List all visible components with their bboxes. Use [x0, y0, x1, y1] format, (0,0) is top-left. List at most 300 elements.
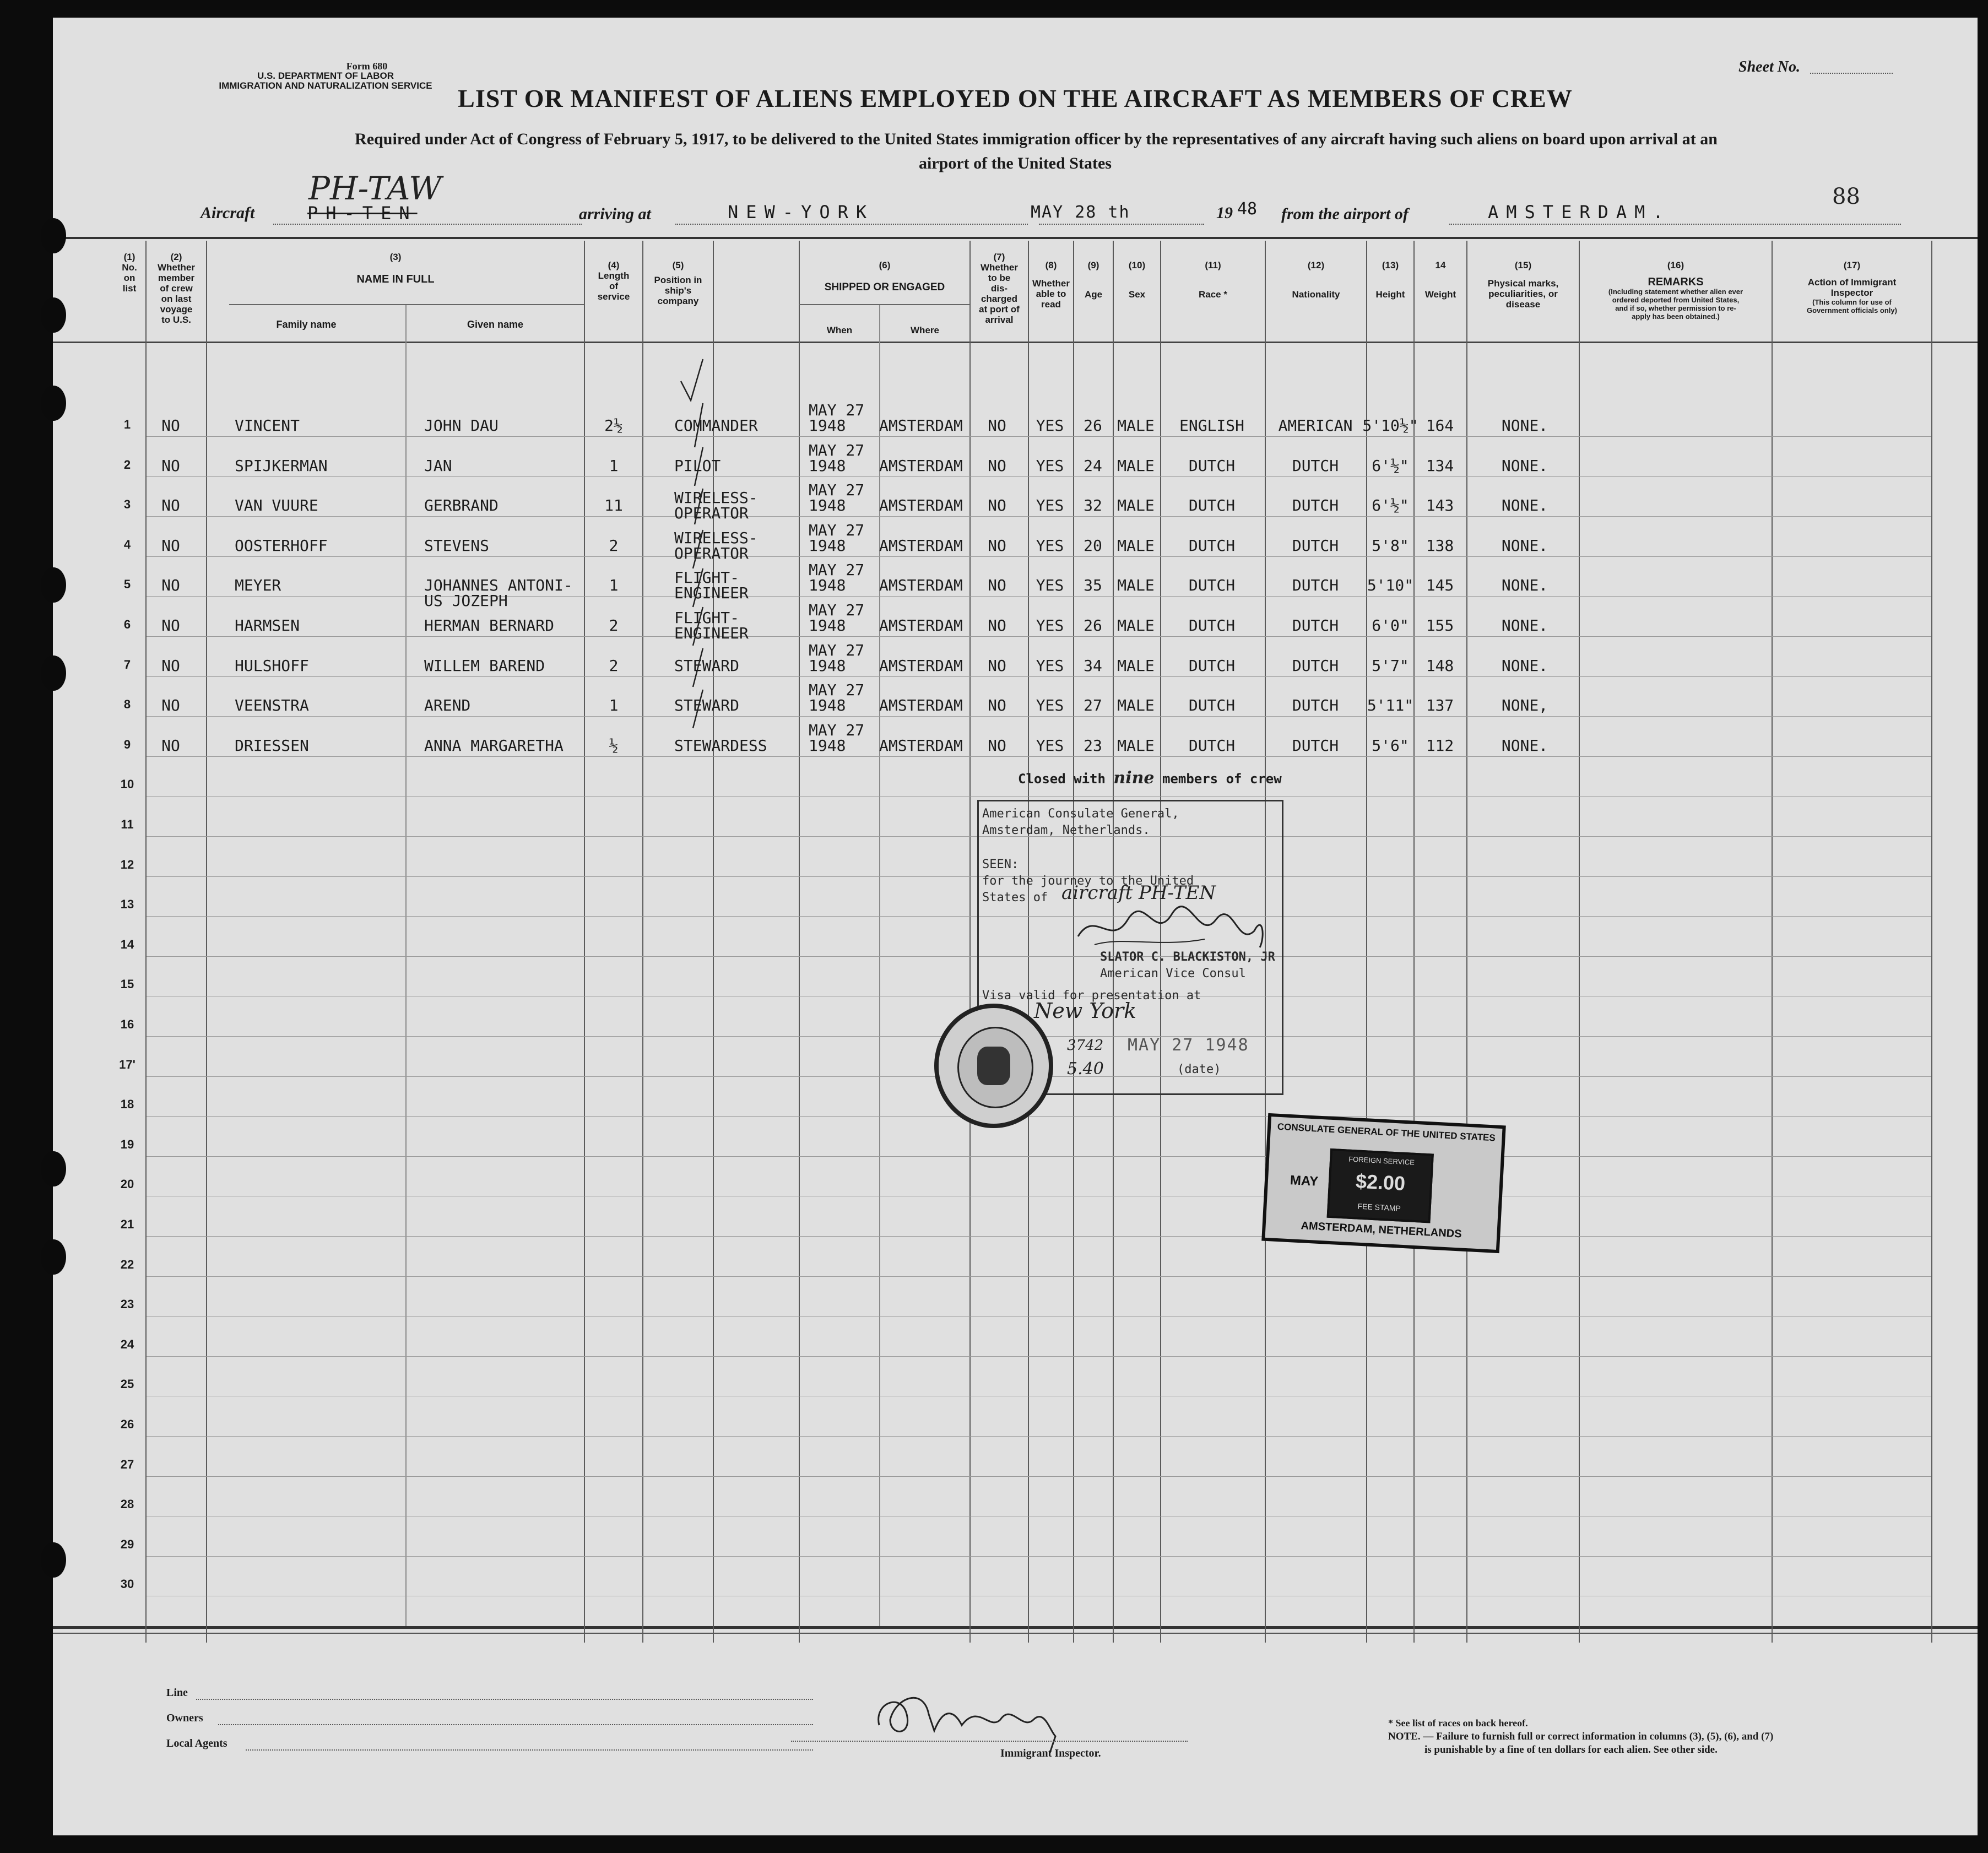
- row-number: 12: [120, 857, 134, 871]
- crew-when1: MAY 27: [809, 441, 865, 459]
- crew-given: JAN: [424, 456, 452, 475]
- consulate-aircraft-hand: aircraft PH-TEN: [1061, 882, 1216, 904]
- crew-given: JOHN DAU: [424, 416, 499, 435]
- crew-given: ANNA MARGARETHA: [424, 736, 564, 755]
- crew-disch: NO: [988, 496, 1006, 515]
- year-prefix: 19: [1216, 204, 1233, 222]
- crew-where: AMSTERDAM: [879, 536, 963, 555]
- binder-hole: [41, 655, 66, 691]
- crew-read: YES: [1036, 456, 1064, 475]
- subtitle-line-2: airport of the United States: [919, 154, 1112, 172]
- crew-height: 5'11": [1367, 696, 1414, 715]
- crew-given2: US JOZEPH: [424, 592, 508, 610]
- col12-header: (12) Nationality: [1292, 260, 1340, 300]
- crew-weight: 134: [1426, 456, 1454, 475]
- col-rule-name-split: [405, 304, 407, 1626]
- crew-when2: 1948: [809, 696, 846, 715]
- row-rule: [147, 1276, 1931, 1277]
- crew-when2: 1948: [809, 616, 846, 635]
- crew-read: YES: [1036, 536, 1064, 555]
- penalty-note-2: is punishable by a fine of ten dollars for each alien. See other side.: [1424, 1744, 1718, 1756]
- col5-header: (5) Position in ship's company: [654, 260, 702, 306]
- crew-disch: NO: [988, 696, 1006, 715]
- crew-age: 23: [1084, 736, 1102, 755]
- col3-family-name: Family name: [276, 319, 337, 330]
- from-airport-blank: [1449, 223, 1901, 225]
- arriving-blank: [675, 223, 1028, 225]
- table-top-rule: [53, 237, 1978, 239]
- col-rule: [1579, 241, 1580, 1643]
- service-label: IMMIGRATION AND NATURALIZATION SERVICE: [219, 80, 432, 91]
- crew-age: 34: [1084, 656, 1102, 675]
- crew-race: DUTCH: [1188, 656, 1236, 675]
- owners-label: Owners: [166, 1712, 203, 1724]
- arriving-value: NEW-YORK: [728, 202, 875, 223]
- crew-family: OOSTERHOFF: [235, 536, 328, 555]
- closing-line: Closed with nine members of crew: [1018, 768, 1282, 788]
- crew-read: YES: [1036, 696, 1064, 715]
- date-blank: [1039, 223, 1204, 225]
- row-number: 28: [120, 1497, 134, 1511]
- crew-pos1: FLIGHT-: [674, 568, 740, 587]
- crew-when2: 1948: [809, 576, 846, 595]
- binder-hole: [41, 567, 66, 603]
- row-number: 10: [120, 777, 134, 792]
- crew-read: YES: [1036, 656, 1064, 675]
- local-agents-label: Local Agents: [166, 1737, 227, 1749]
- consulate-fee-stamp: CONSULATE GENERAL OF THE UNITED STATES MAY FOREIGN SERVICE $2.00 FEE STAMP AMSTERDAM, NETHERLANDS: [1261, 1113, 1506, 1253]
- crew-when1: MAY 27: [809, 401, 865, 419]
- crew-service: 1: [609, 456, 619, 475]
- crew-weight: 164: [1426, 416, 1454, 435]
- crew-marks: NONE.: [1501, 656, 1548, 675]
- crew-marks: NONE.: [1501, 456, 1548, 475]
- crew-height: 5'8": [1372, 536, 1409, 555]
- crew-prior: NO: [161, 456, 180, 475]
- row-number: 7: [123, 657, 131, 671]
- crew-nat: DUTCH: [1292, 736, 1339, 755]
- crew-where: AMSTERDAM: [879, 576, 963, 595]
- crew-pos1: WIRELESS-: [674, 489, 758, 507]
- crew-weight: 145: [1426, 576, 1454, 595]
- crew-when1: MAY 27: [809, 641, 865, 659]
- col17-header: (17) Action of Immigrant Inspector (This column for use of Government officials only): [1807, 260, 1897, 315]
- crew-marks: NONE.: [1501, 576, 1548, 595]
- crew-when2: 1948: [809, 736, 846, 755]
- col9-header: (9) Age: [1084, 260, 1103, 300]
- row-number: 6: [123, 617, 131, 631]
- row-number: 29: [120, 1537, 134, 1551]
- page-title: LIST OR MANIFEST OF ALIENS EMPLOYED ON THE AIRCRAFT AS MEMBERS OF CREW: [458, 84, 1573, 112]
- crew-family: DRIESSEN: [235, 736, 309, 755]
- crew-disch: NO: [988, 576, 1006, 595]
- crew-height: 5'10½": [1362, 416, 1418, 435]
- arrival-date: MAY 28 th: [1031, 203, 1130, 222]
- department-label: U.S. DEPARTMENT OF LABOR: [257, 71, 394, 81]
- crew-given: AREND: [424, 696, 471, 715]
- crew-marks: NONE.: [1501, 416, 1548, 435]
- crew-sex: MALE: [1117, 456, 1155, 475]
- crew-given: JOHANNES ANTONI-: [424, 576, 573, 595]
- row-number: 22: [120, 1257, 134, 1271]
- row-number: 11: [121, 817, 134, 831]
- crew-age: 26: [1084, 416, 1102, 435]
- crew-service: 2½: [604, 416, 623, 435]
- crew-pos1: STEWARD: [674, 656, 740, 675]
- crew-race: DUTCH: [1188, 496, 1236, 515]
- crew-age: 32: [1084, 496, 1102, 515]
- from-airport-label: from the airport of: [1281, 205, 1409, 223]
- arriving-label: arriving at: [579, 205, 651, 223]
- row-number: 3: [123, 497, 131, 512]
- crew-height: 6'0": [1372, 616, 1409, 635]
- row-rule: [147, 436, 1931, 437]
- crew-age: 24: [1084, 456, 1102, 475]
- col8-header: (8) Whether able to read: [1032, 260, 1070, 310]
- row-number: 25: [120, 1377, 134, 1391]
- crew-nat: DUTCH: [1292, 616, 1339, 635]
- row-number: 9: [123, 737, 131, 751]
- col-rule: [1772, 241, 1773, 1643]
- consulate-visa-stamp: American Consulate General, Amsterdam, Netherlands. SEEN: for the journey to the United States of aircraft PH-TEN SLATOR C. BLACKISTON, JR American Vice Consul Visa valid for presentation at New York MAY 27 1948 (date) 3742 5.40: [977, 800, 1283, 1095]
- binder-hole: [41, 1239, 66, 1275]
- row-number: 26: [120, 1417, 134, 1431]
- crew-sex: MALE: [1117, 576, 1155, 595]
- crew-weight: 148: [1426, 656, 1454, 675]
- col15-header: (15) Physical marks, peculiarities, or disease: [1487, 260, 1559, 310]
- crew-nat: AMERICAN: [1278, 416, 1353, 435]
- crew-race: DUTCH: [1188, 616, 1236, 635]
- crew-sex: MALE: [1117, 736, 1155, 755]
- col-rule: [584, 241, 585, 1643]
- form-number: Form 680: [346, 61, 388, 72]
- row-number: 18: [120, 1097, 134, 1112]
- row-number: 21: [120, 1217, 134, 1231]
- col-rule: [1366, 241, 1367, 1643]
- crew-when2: 1948: [809, 656, 846, 675]
- col6-when: When: [826, 325, 853, 335]
- crew-service: 2: [609, 616, 619, 635]
- crew-family: VEENSTRA: [235, 696, 309, 715]
- aircraft-typed: PH-TEN: [307, 203, 418, 224]
- crew-pos1: PILOT: [674, 456, 721, 475]
- crew-marks: NONE.: [1501, 536, 1548, 555]
- crew-sex: MALE: [1117, 696, 1155, 715]
- row-number: 13: [120, 897, 134, 912]
- row-rule: [147, 636, 1931, 637]
- crew-where: AMSTERDAM: [879, 456, 963, 475]
- crew-weight: 143: [1426, 496, 1454, 515]
- row-rule: [147, 716, 1931, 717]
- inspector-blank: [791, 1740, 1188, 1742]
- binder-hole: [41, 386, 66, 421]
- crew-disch: NO: [988, 656, 1006, 675]
- row-rule: [147, 796, 1931, 797]
- row-rule: [147, 556, 1931, 557]
- crew-weight: 155: [1426, 616, 1454, 635]
- manifest-page: [53, 18, 1978, 1835]
- crew-nat: DUTCH: [1292, 576, 1339, 595]
- crew-when2: 1948: [809, 456, 846, 475]
- crew-nat: DUTCH: [1292, 656, 1339, 675]
- crew-when1: MAY 27: [809, 681, 865, 700]
- row-number: 8: [123, 697, 131, 712]
- crew-sex: MALE: [1117, 416, 1155, 435]
- crew-where: AMSTERDAM: [879, 696, 963, 715]
- crew-age: 26: [1084, 616, 1102, 635]
- col6-where: Where: [911, 325, 939, 335]
- row-rule: [147, 1436, 1931, 1437]
- col3-given-name: Given name: [467, 319, 524, 330]
- col-rule: [969, 241, 971, 1643]
- table-bottom-rule-2: [53, 1633, 1978, 1634]
- crew-service: ½: [609, 736, 619, 755]
- sheet-number-label: Sheet No.: [1738, 58, 1800, 75]
- col11-header: (11) Race *: [1199, 260, 1227, 300]
- col6-title: SHIPPED OR ENGAGED: [824, 281, 945, 293]
- crew-weight: 137: [1426, 696, 1454, 715]
- crew-service: 2: [609, 536, 619, 555]
- row-number: 14: [120, 937, 134, 951]
- crew-prior: NO: [161, 416, 180, 435]
- crew-prior: NO: [161, 536, 180, 555]
- crew-height: 5'6": [1372, 736, 1409, 755]
- crew-when2: 1948: [809, 416, 846, 435]
- row-number: 17': [119, 1057, 136, 1071]
- crew-read: YES: [1036, 496, 1064, 515]
- aircraft-label: Aircraft: [201, 204, 255, 222]
- crew-pos2: ENGINEER: [674, 624, 749, 642]
- crew-read: YES: [1036, 416, 1064, 435]
- row-rule: [147, 676, 1931, 677]
- check-marks: [642, 348, 714, 767]
- col16-header: (16) REMARKS (Including statement whether alien ever ordered deported from United States, and if so, whether permission to re- apply has been obtained.): [1608, 260, 1743, 321]
- col-rule: [1466, 241, 1467, 1643]
- subtitle-line-1: Required under Act of Congress of February 5, 1917, to be delivered to the United States immigration officer by the representatives of any aircraft having such aliens on board upon arrival at an: [355, 130, 1718, 148]
- crew-pos2: OPERATOR: [674, 504, 749, 523]
- crew-age: 20: [1084, 536, 1102, 555]
- crew-where: AMSTERDAM: [879, 416, 963, 435]
- col-rule: [145, 241, 147, 1643]
- crew-family: VINCENT: [235, 416, 300, 435]
- name-subheader-rule: [229, 304, 584, 305]
- row-rule: [147, 596, 1931, 597]
- crew-service: 11: [604, 496, 623, 515]
- sheet-number-blank: [1810, 72, 1893, 74]
- crew-pos1: COMMANDER: [674, 416, 758, 435]
- crew-read: YES: [1036, 576, 1064, 595]
- crew-prior: NO: [161, 696, 180, 715]
- crew-family: MEYER: [235, 576, 281, 595]
- from-airport-value: AMSTERDAM.: [1488, 202, 1671, 223]
- table-bottom-rule: [53, 1626, 1978, 1629]
- crew-weight: 112: [1426, 736, 1454, 755]
- crew-sex: MALE: [1117, 616, 1155, 635]
- crew-race: DUTCH: [1188, 576, 1236, 595]
- row-number: 20: [120, 1177, 134, 1191]
- row-number: 5: [123, 577, 131, 592]
- crew-race: DUTCH: [1188, 736, 1236, 755]
- crew-family: HULSHOFF: [235, 656, 309, 675]
- row-number: 15: [120, 977, 134, 991]
- row-number: 1: [123, 418, 131, 431]
- row-number: 16: [120, 1017, 134, 1031]
- crew-family: SPIJKERMAN: [235, 456, 328, 475]
- crew-nat: DUTCH: [1292, 496, 1339, 515]
- crew-race: DUTCH: [1188, 456, 1236, 475]
- crew-marks: NONE.: [1501, 616, 1548, 635]
- crew-pos1: STEWARD: [674, 696, 740, 715]
- crew-pos2: OPERATOR: [674, 544, 749, 562]
- crew-when1: MAY 27: [809, 601, 865, 619]
- line-blank: [196, 1698, 813, 1700]
- local-agents-blank: [246, 1748, 813, 1751]
- crew-where: AMSTERDAM: [879, 616, 963, 635]
- crew-disch: NO: [988, 536, 1006, 555]
- col7-header: (7) Whether to be dis- charged at port of arrival: [979, 252, 1020, 325]
- crew-nat: DUTCH: [1292, 536, 1339, 555]
- aircraft-handwritten: PH-TAW: [308, 170, 442, 207]
- crew-given: STEVENS: [424, 536, 490, 555]
- crew-service: 1: [609, 696, 619, 715]
- crew-pos1: FLIGHT-: [674, 609, 740, 627]
- crew-nat: DUTCH: [1292, 696, 1339, 715]
- crew-prior: NO: [161, 576, 180, 595]
- crew-sex: MALE: [1117, 656, 1155, 675]
- page-number: 88: [1832, 184, 1860, 209]
- col-rule: [799, 241, 800, 1643]
- col3-title: NAME IN FULL: [356, 273, 435, 285]
- binder-hole: [41, 1151, 66, 1186]
- year-suffix: 48: [1237, 199, 1258, 219]
- races-note: * See list of races on back hereof.: [1388, 1717, 1528, 1729]
- row-rule: [147, 476, 1931, 477]
- crew-pos1: WIRELESS-: [674, 528, 758, 547]
- crew-read: YES: [1036, 616, 1064, 635]
- row-rule: [147, 1116, 1931, 1117]
- crew-disch: NO: [988, 416, 1006, 435]
- row-number: 30: [120, 1577, 134, 1591]
- crew-height: 6'½": [1372, 496, 1409, 515]
- crew-nat: DUTCH: [1292, 456, 1339, 475]
- fee-number-a: 3742: [1067, 1037, 1104, 1054]
- col1-header: (1) No. on list: [122, 252, 137, 294]
- crew-when1: MAY 27: [809, 720, 865, 739]
- row-rule: [147, 1236, 1931, 1237]
- crew-service: 2: [609, 656, 619, 675]
- crew-race: ENGLISH: [1179, 416, 1244, 435]
- crew-age: 27: [1084, 696, 1102, 715]
- binder-hole: [41, 1542, 66, 1578]
- col6-number: (6): [879, 260, 891, 270]
- row-number: 19: [120, 1137, 134, 1151]
- crew-prior: NO: [161, 616, 180, 635]
- col13-header: (13) Height: [1375, 260, 1405, 300]
- inspector-signature: [868, 1681, 1099, 1753]
- immigrant-inspector-label: Immigrant Inspector.: [1000, 1747, 1101, 1759]
- crew-marks: NONE.: [1501, 736, 1548, 755]
- col10-header: (10) Sex: [1128, 260, 1146, 300]
- crew-height: 5'10": [1367, 576, 1414, 595]
- col-rule: [206, 241, 207, 1643]
- crew-disch: NO: [988, 456, 1006, 475]
- crew-when2: 1948: [809, 496, 846, 515]
- crew-race: DUTCH: [1188, 536, 1236, 555]
- row-rule: [147, 1476, 1931, 1477]
- crew-disch: NO: [988, 736, 1006, 755]
- crew-given: GERBRAND: [424, 496, 499, 515]
- crew-given: WILLEM BAREND: [424, 656, 545, 675]
- crew-age: 35: [1084, 576, 1102, 595]
- crew-read: YES: [1036, 736, 1064, 755]
- crew-where: AMSTERDAM: [879, 736, 963, 755]
- crew-when1: MAY 27: [809, 481, 865, 500]
- row-rule: [147, 1556, 1931, 1557]
- row-number: 24: [120, 1337, 134, 1351]
- visa-place: New York: [1034, 999, 1137, 1023]
- row-number: 27: [120, 1457, 134, 1471]
- crew-height: 5'7": [1372, 656, 1409, 675]
- crew-family: HARMSEN: [235, 616, 300, 635]
- binder-hole: [41, 297, 66, 333]
- crew-sex: MALE: [1117, 536, 1155, 555]
- shipped-subheader-rule: [799, 304, 970, 305]
- consulate-date-stamp: MAY 27 1948: [1128, 1036, 1249, 1055]
- crew-family: VAN VUURE: [235, 496, 318, 515]
- line-label: Line: [166, 1687, 188, 1699]
- crew-service: 1: [609, 576, 619, 595]
- crew-disch: NO: [988, 616, 1006, 635]
- crew-weight: 138: [1426, 536, 1454, 555]
- crew-height: 6'½": [1372, 456, 1409, 475]
- crew-sex: MALE: [1117, 496, 1155, 515]
- row-number: 23: [120, 1297, 134, 1312]
- col4-header: (4) Length of service: [597, 260, 630, 302]
- crew-when2: 1948: [809, 536, 846, 555]
- crew-when1: MAY 27: [809, 561, 865, 579]
- row-number: 4: [123, 537, 131, 551]
- fee-number-b: 5.40: [1067, 1059, 1104, 1079]
- crew-pos1: STEWARDESS: [674, 736, 767, 755]
- row-rule: [147, 756, 1931, 757]
- crew-where: AMSTERDAM: [879, 656, 963, 675]
- crew-given: HERMAN BERNARD: [424, 616, 555, 635]
- row-number: 2: [123, 457, 131, 472]
- crew-prior: NO: [161, 736, 180, 755]
- crew-where: AMSTERDAM: [879, 496, 963, 515]
- col-rule: [1931, 241, 1932, 1643]
- crew-marks: NONE.: [1501, 496, 1548, 515]
- crew-when1: MAY 27: [809, 521, 865, 539]
- row-rule: [147, 1356, 1931, 1357]
- crew-marks: NONE,: [1501, 696, 1548, 715]
- round-seal: [934, 1004, 1053, 1128]
- crew-pos2: ENGINEER: [674, 584, 749, 603]
- owners-blank: [218, 1723, 813, 1725]
- crew-race: DUTCH: [1188, 696, 1236, 715]
- col2-header: (2) Whether member of crew on last voyage to U.S.: [158, 252, 195, 325]
- crew-prior: NO: [161, 656, 180, 675]
- col-rule: [1413, 241, 1415, 1643]
- crew-prior: NO: [161, 496, 180, 515]
- penalty-note-1: NOTE. — Failure to furnish full or correct information in columns (3), (5), (6), and (7): [1388, 1731, 1774, 1742]
- header-bottom-rule: [53, 342, 1978, 343]
- col14-header: 14 Weight: [1424, 260, 1456, 300]
- binder-hole: [41, 218, 66, 253]
- col3-number: (3): [389, 252, 402, 262]
- row-rule: [147, 1156, 1931, 1157]
- row-rule: [147, 516, 1931, 517]
